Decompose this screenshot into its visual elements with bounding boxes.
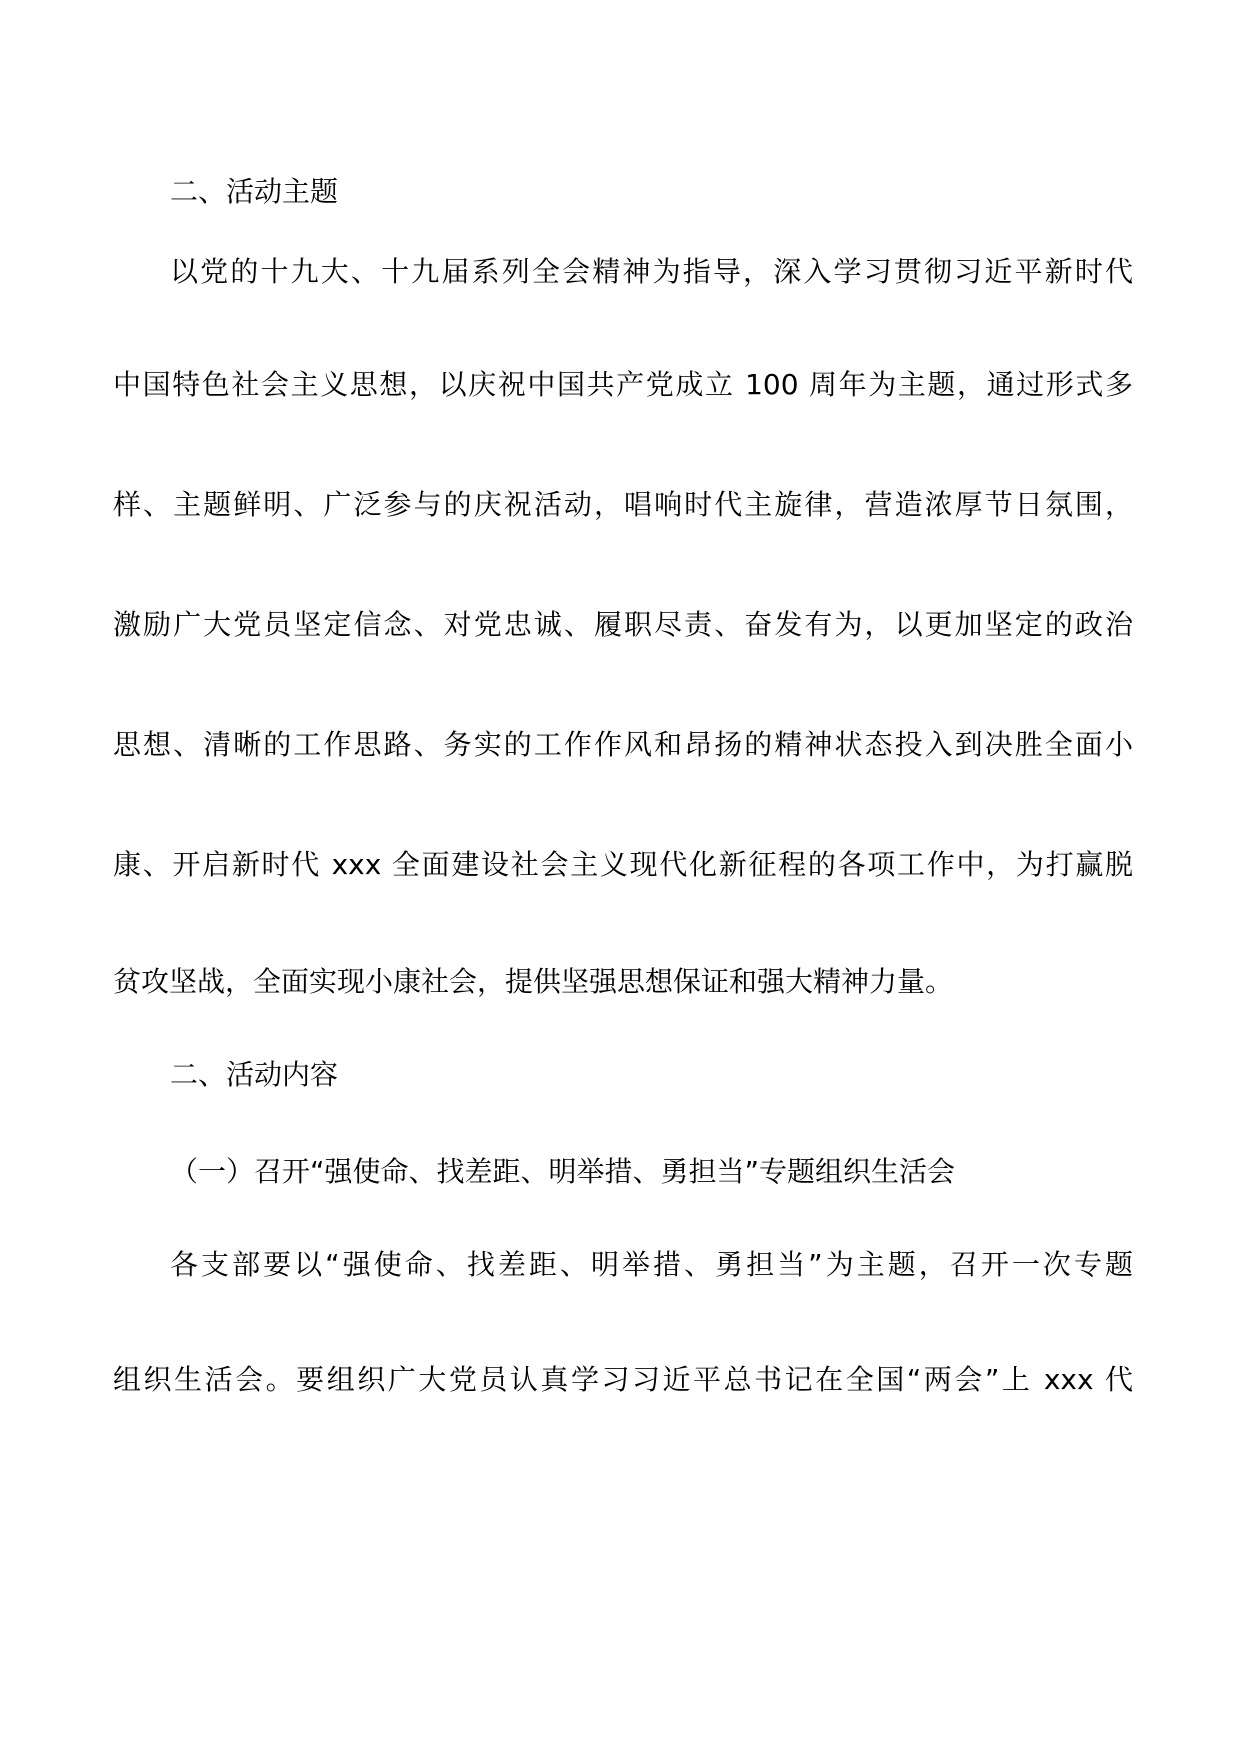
paragraph-line: 以党的十九大、十九届系列全会精神为指导，深入学习贯彻习近平新时代 [170, 255, 1133, 288]
section-heading-content: 二、活动内容 [170, 1058, 339, 1091]
paragraph-line: 各支部要以“强使命、找差距、明举措、勇担当”为主题，召开一次专题 [170, 1248, 1133, 1281]
section-heading-theme: 二、活动主题 [170, 175, 339, 208]
paragraph-line: 样、主题鲜明、广泛参与的庆祝活动，唱响时代主旋律，营造浓厚节日氛围， [113, 488, 1133, 521]
paragraph-line: 激励广大党员坚定信念、对党忠诚、履职尽责、奋发有为，以更加坚定的政治 [113, 608, 1133, 641]
paragraph-line: 中国特色社会主义思想，以庆祝中国共产党成立 100 周年为主题，通过形式多 [113, 368, 1133, 401]
subsection-heading: （一）召开“强使命、找差距、明举措、勇担当”专题组织生活会 [170, 1155, 956, 1188]
paragraph-line: 思想、清晰的工作思路、务实的工作作风和昂扬的精神状态投入到决胜全面小 [113, 728, 1133, 761]
paragraph-line: 康、开启新时代 xxx 全面建设社会主义现代化新征程的各项工作中，为打赢脱 [113, 848, 1133, 881]
paragraph-line: 组织生活会。要组织广大党员认真学习习近平总书记在全国“两会”上 xxx 代 [113, 1363, 1133, 1396]
paragraph-line: 贫攻坚战，全面实现小康社会，提供坚强思想保证和强大精神力量。 [113, 965, 954, 998]
